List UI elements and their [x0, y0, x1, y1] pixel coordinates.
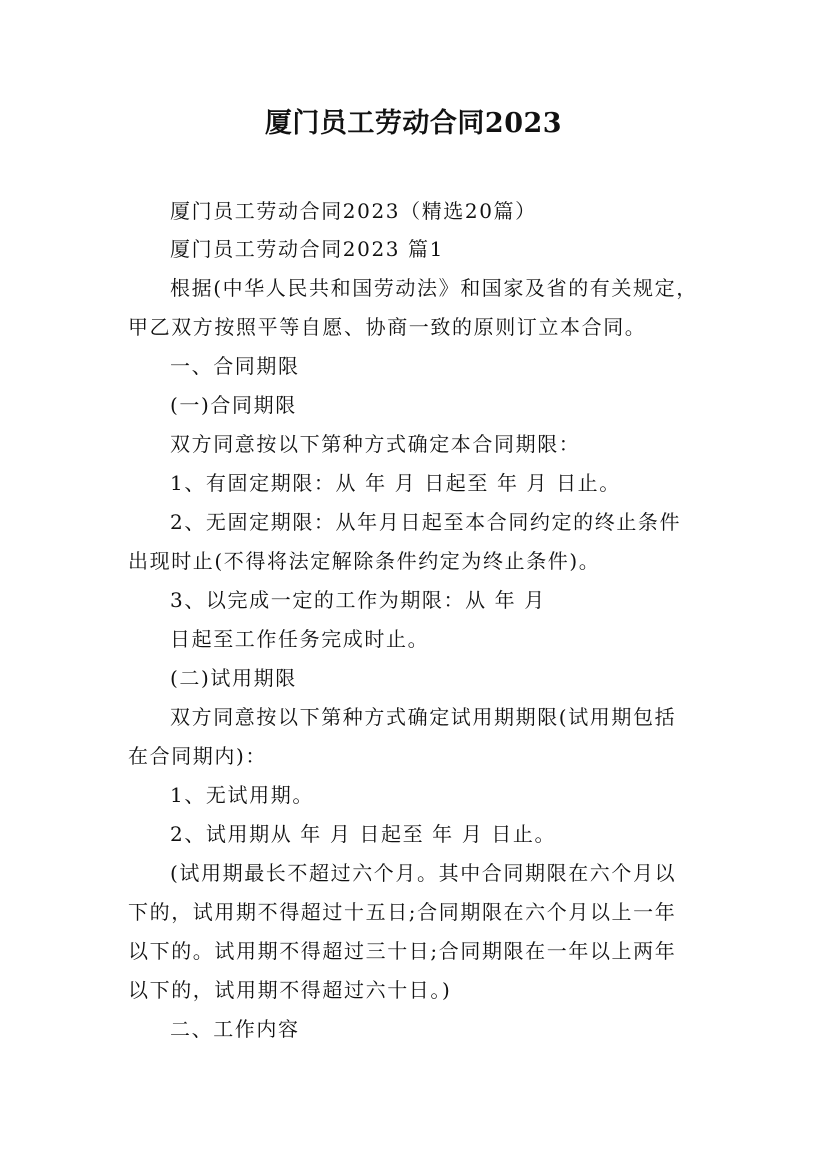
paragraph-line: 以下的，试用期不得超过六十日。)	[128, 978, 452, 1002]
paragraph-line: 双方同意按以下第种方式确定本合同期限：	[170, 432, 581, 456]
paragraph-line: 出现时止(不得将法定解除条件约定为终止条件)。	[128, 549, 601, 573]
list-item: 1、无试用期。	[170, 783, 314, 807]
list-item: 2、试用期从 年 月 日起至 年 月 日止。	[170, 822, 557, 846]
subsection-heading: (一)合同期限	[170, 393, 297, 417]
list-item: 2、无固定期限：从年月日起至本合同约定的终止条件	[170, 510, 682, 534]
paragraph-subtitle: 厦门员工劳动合同2023（精选20篇）	[170, 199, 537, 223]
document-title: 厦门员工劳动合同2023	[264, 108, 563, 139]
section-heading: 二、工作内容	[170, 1017, 300, 1041]
paragraph-line: 双方同意按以下第种方式确定试用期期限(试用期包括	[170, 705, 677, 729]
paragraph-line: (试用期最长不超过六个月。其中合同期限在六个月以	[170, 861, 677, 885]
section-heading: 一、合同期限	[170, 354, 300, 378]
subsection-heading: (二)试用期限	[170, 666, 297, 690]
paragraph-line: 以下的。试用期不得超过三十日;合同期限在一年以上两年	[128, 939, 677, 963]
paragraph-part-heading: 厦门员工劳动合同2023 篇1	[170, 237, 444, 261]
list-item: 3、以完成一定的工作为期限：从 年 月	[170, 588, 546, 612]
paragraph-line: 在合同期内)：	[128, 744, 268, 768]
paragraph-line: 甲乙双方按照平等自愿、协商一致的原则订立本合同。	[128, 315, 647, 339]
list-item: 1、有固定期限：从 年 月 日起至 年 月 日止。	[170, 471, 621, 495]
paragraph-line: 根据(中华人民共和国劳动法》和国家及省的有关规定，	[170, 276, 698, 300]
paragraph-line: 下的，试用期不得超过十五日;合同期限在六个月以上一年	[128, 900, 677, 924]
paragraph-line: 日起至工作任务完成时止。	[170, 627, 430, 651]
